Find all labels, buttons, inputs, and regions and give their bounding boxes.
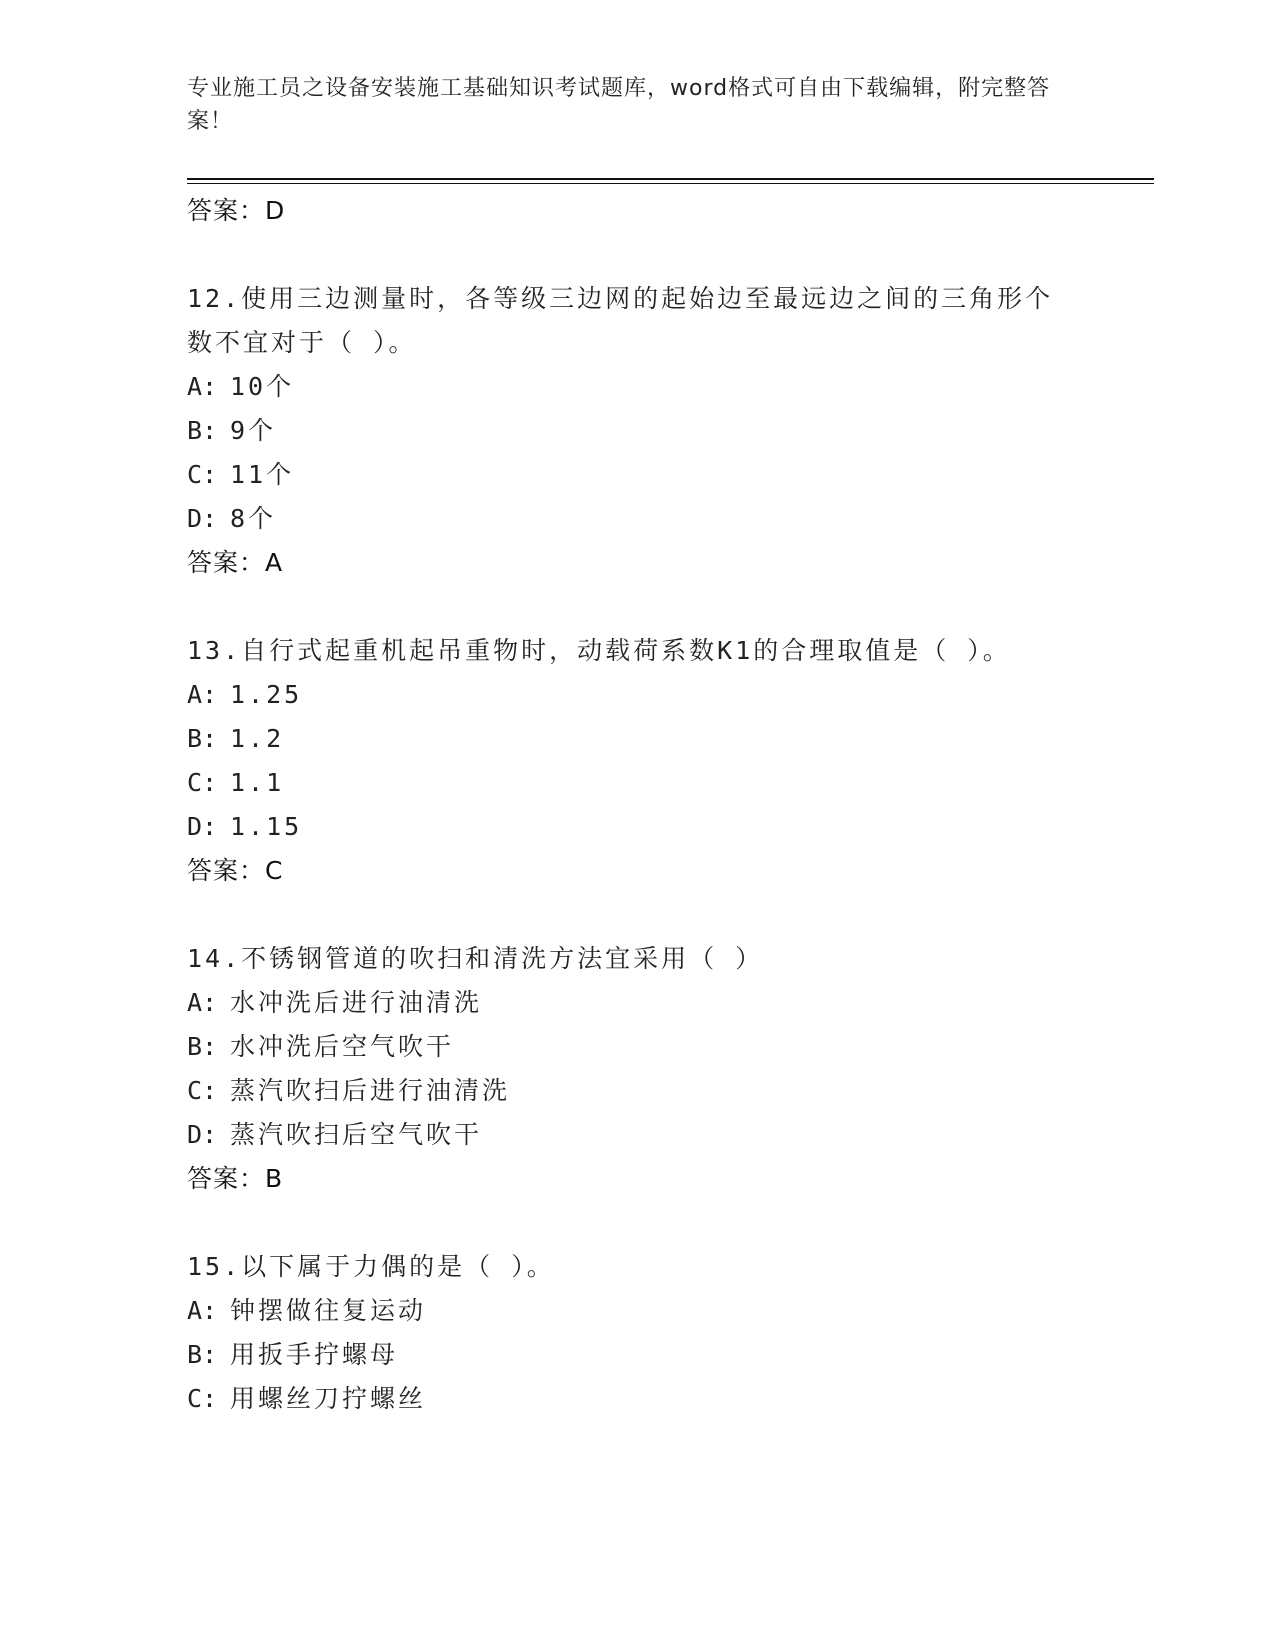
option-text: 9个 bbox=[230, 416, 277, 445]
option-text: 蒸汽吹扫后空气吹干 bbox=[230, 1120, 483, 1149]
option-row bbox=[187, 1074, 510, 1108]
option-letter: B: bbox=[187, 1340, 218, 1369]
question-stem: 13.自行式起重机起吊重物时，动载荷系数K1的合理取值是（ ）。 bbox=[187, 636, 1011, 665]
document-header: 专业施工员之设备安装施工基础知识考试题库，word格式可自由下载编辑，附完整答案！ bbox=[187, 76, 1051, 134]
question-stem: 12.使用三边测量时，各等级三边网的起始边至最远边之间的三角形个 bbox=[187, 284, 1054, 313]
option-row bbox=[187, 414, 276, 448]
option-row bbox=[187, 986, 482, 1020]
option-text: 水冲洗后空气吹干 bbox=[230, 1032, 455, 1061]
option-row bbox=[187, 1294, 426, 1328]
answer-line: 答案：A bbox=[187, 548, 284, 577]
option-letter: B: bbox=[187, 1032, 218, 1061]
option-text: 蒸汽吹扫后进行油清洗 bbox=[230, 1076, 511, 1105]
option-text: 用螺丝刀拧螺丝 bbox=[230, 1384, 427, 1413]
option-row bbox=[187, 458, 294, 492]
option-letter: B: bbox=[187, 724, 218, 753]
option-letter: B: bbox=[187, 416, 218, 445]
option-row bbox=[187, 766, 284, 800]
option-text: 10个 bbox=[230, 372, 295, 401]
option-letter: D: bbox=[187, 1120, 218, 1149]
option-letter: A: bbox=[187, 372, 218, 401]
option-letter: C: bbox=[187, 1384, 218, 1413]
option-letter: D: bbox=[187, 504, 218, 533]
option-row bbox=[187, 1030, 454, 1064]
answer-line: 答案：C bbox=[187, 856, 284, 885]
answer-line: 答案：B bbox=[187, 1164, 284, 1193]
header-divider-thin bbox=[187, 183, 1154, 184]
answer-line: 答案：D bbox=[187, 196, 286, 225]
header-divider-thick bbox=[187, 178, 1154, 180]
question-stem: 15.以下属于力偶的是（ ）。 bbox=[187, 1252, 555, 1281]
option-text: 11个 bbox=[230, 460, 295, 489]
option-row bbox=[187, 1338, 398, 1372]
option-letter: D: bbox=[187, 812, 218, 841]
option-row bbox=[187, 502, 276, 536]
option-row bbox=[187, 722, 284, 756]
option-row bbox=[187, 810, 302, 844]
option-text: 钟摆做往复运动 bbox=[230, 1296, 427, 1325]
option-text: 用扳手拧螺母 bbox=[230, 1340, 399, 1369]
option-letter: C: bbox=[187, 1076, 218, 1105]
option-letter: A: bbox=[187, 1296, 218, 1325]
question-stem: 14.不锈钢管道的吹扫和清洗方法宜采用（ ） bbox=[187, 944, 764, 973]
question-stem-continued: 数不宜对于（ ）。 bbox=[187, 328, 417, 357]
option-letter: A: bbox=[187, 988, 218, 1017]
option-text: 8个 bbox=[230, 504, 277, 533]
option-text: 1.1 bbox=[230, 768, 285, 797]
option-row bbox=[187, 1382, 426, 1416]
option-row bbox=[187, 370, 294, 404]
option-text: 1.2 bbox=[230, 724, 285, 753]
option-letter: A: bbox=[187, 680, 218, 709]
option-text: 1.15 bbox=[230, 812, 303, 841]
option-letter: C: bbox=[187, 768, 218, 797]
option-letter: C: bbox=[187, 460, 218, 489]
option-row bbox=[187, 1118, 482, 1152]
option-text: 1.25 bbox=[230, 680, 303, 709]
option-row bbox=[187, 678, 302, 712]
option-text: 水冲洗后进行油清洗 bbox=[230, 988, 483, 1017]
